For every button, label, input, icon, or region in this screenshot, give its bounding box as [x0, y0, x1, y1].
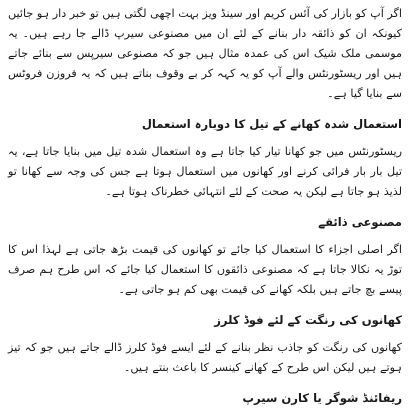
heading-refined-sugar: ریفائنڈ شوگر یا کارن سیرپ [242, 391, 402, 405]
heading-artificial-flavors: مصنوعی ذائقے [318, 215, 402, 229]
paragraph-reused-oil: ریسٹورنٹس میں جو کھانا تیار کیا جاتا ہے وہ استعمال شدہ تیل میں بنایا جاتا ہے، یہ تیل بار بار فرائی کرنے اور کھانوں میں استعمال ہوتا ہے جس کی وجہ سے کھانا تو لذیذ ہو جاتا ہے لیکن یہ صحت کے لئے انتہائی خطرناک ہوتا ہے۔ [8, 145, 402, 198]
paragraph-artificial-flavors: اگر اصلی اجزاء کا استعمال کیا جائے تو کھانوں کی قیمت بڑھ جاتی ہے لہذا اس کا توڑ یہ نکالا جاتا ہے کہ مصنوعی ذائقوں کا استعمال کیا جائے کہ اس طرح ہم صرف پیسے بچ جاتے ہیں بلکہ کھانے کی قیمت بھی کم ہو جاتی ہے۔ [8, 243, 402, 296]
heading-reused-oil: استعمال شدہ کھانے کے تیل کا دوبارہ استعمال [141, 117, 402, 131]
paragraph-food-colors: کھانوں کی رنگت کو جاذب نظر بنانے کے لئے ایسے فوڈ کلرز ڈالے جاتے ہیں جو کہ تیز ہوتے ہیں لیکن اس طرح کے کھانے کینسر کا باعث بنتے ہیں۔ [8, 341, 402, 374]
heading-food-colors: کھانوں کی رنگت کے لئے فوڈ کلرز [214, 313, 402, 327]
paragraph-intro: اگر آپ کو بازار کی آئس کریم اور سینڈ ویز بہت اچھی لگتی ہیں تو خبر دار ہو جائیں کیونکہ ان کو ذائقہ دار بنانے کے لئے ان میں مصنوعی سیرپ ڈالے جا رہے ہیں۔ یہ موسمی ملک شیک اس کی عمدہ مثال ہیں جو کہ مصنوعی سیرپس سے بنائے جاتے ہیں اور ریسٹورنٹس والے آپ کو یہ کہہ کر بے وقوف بناتے ہیں کہ یہ فروزن فروٹس سے بنایا گیا ہے۔ [7, 7, 402, 100]
